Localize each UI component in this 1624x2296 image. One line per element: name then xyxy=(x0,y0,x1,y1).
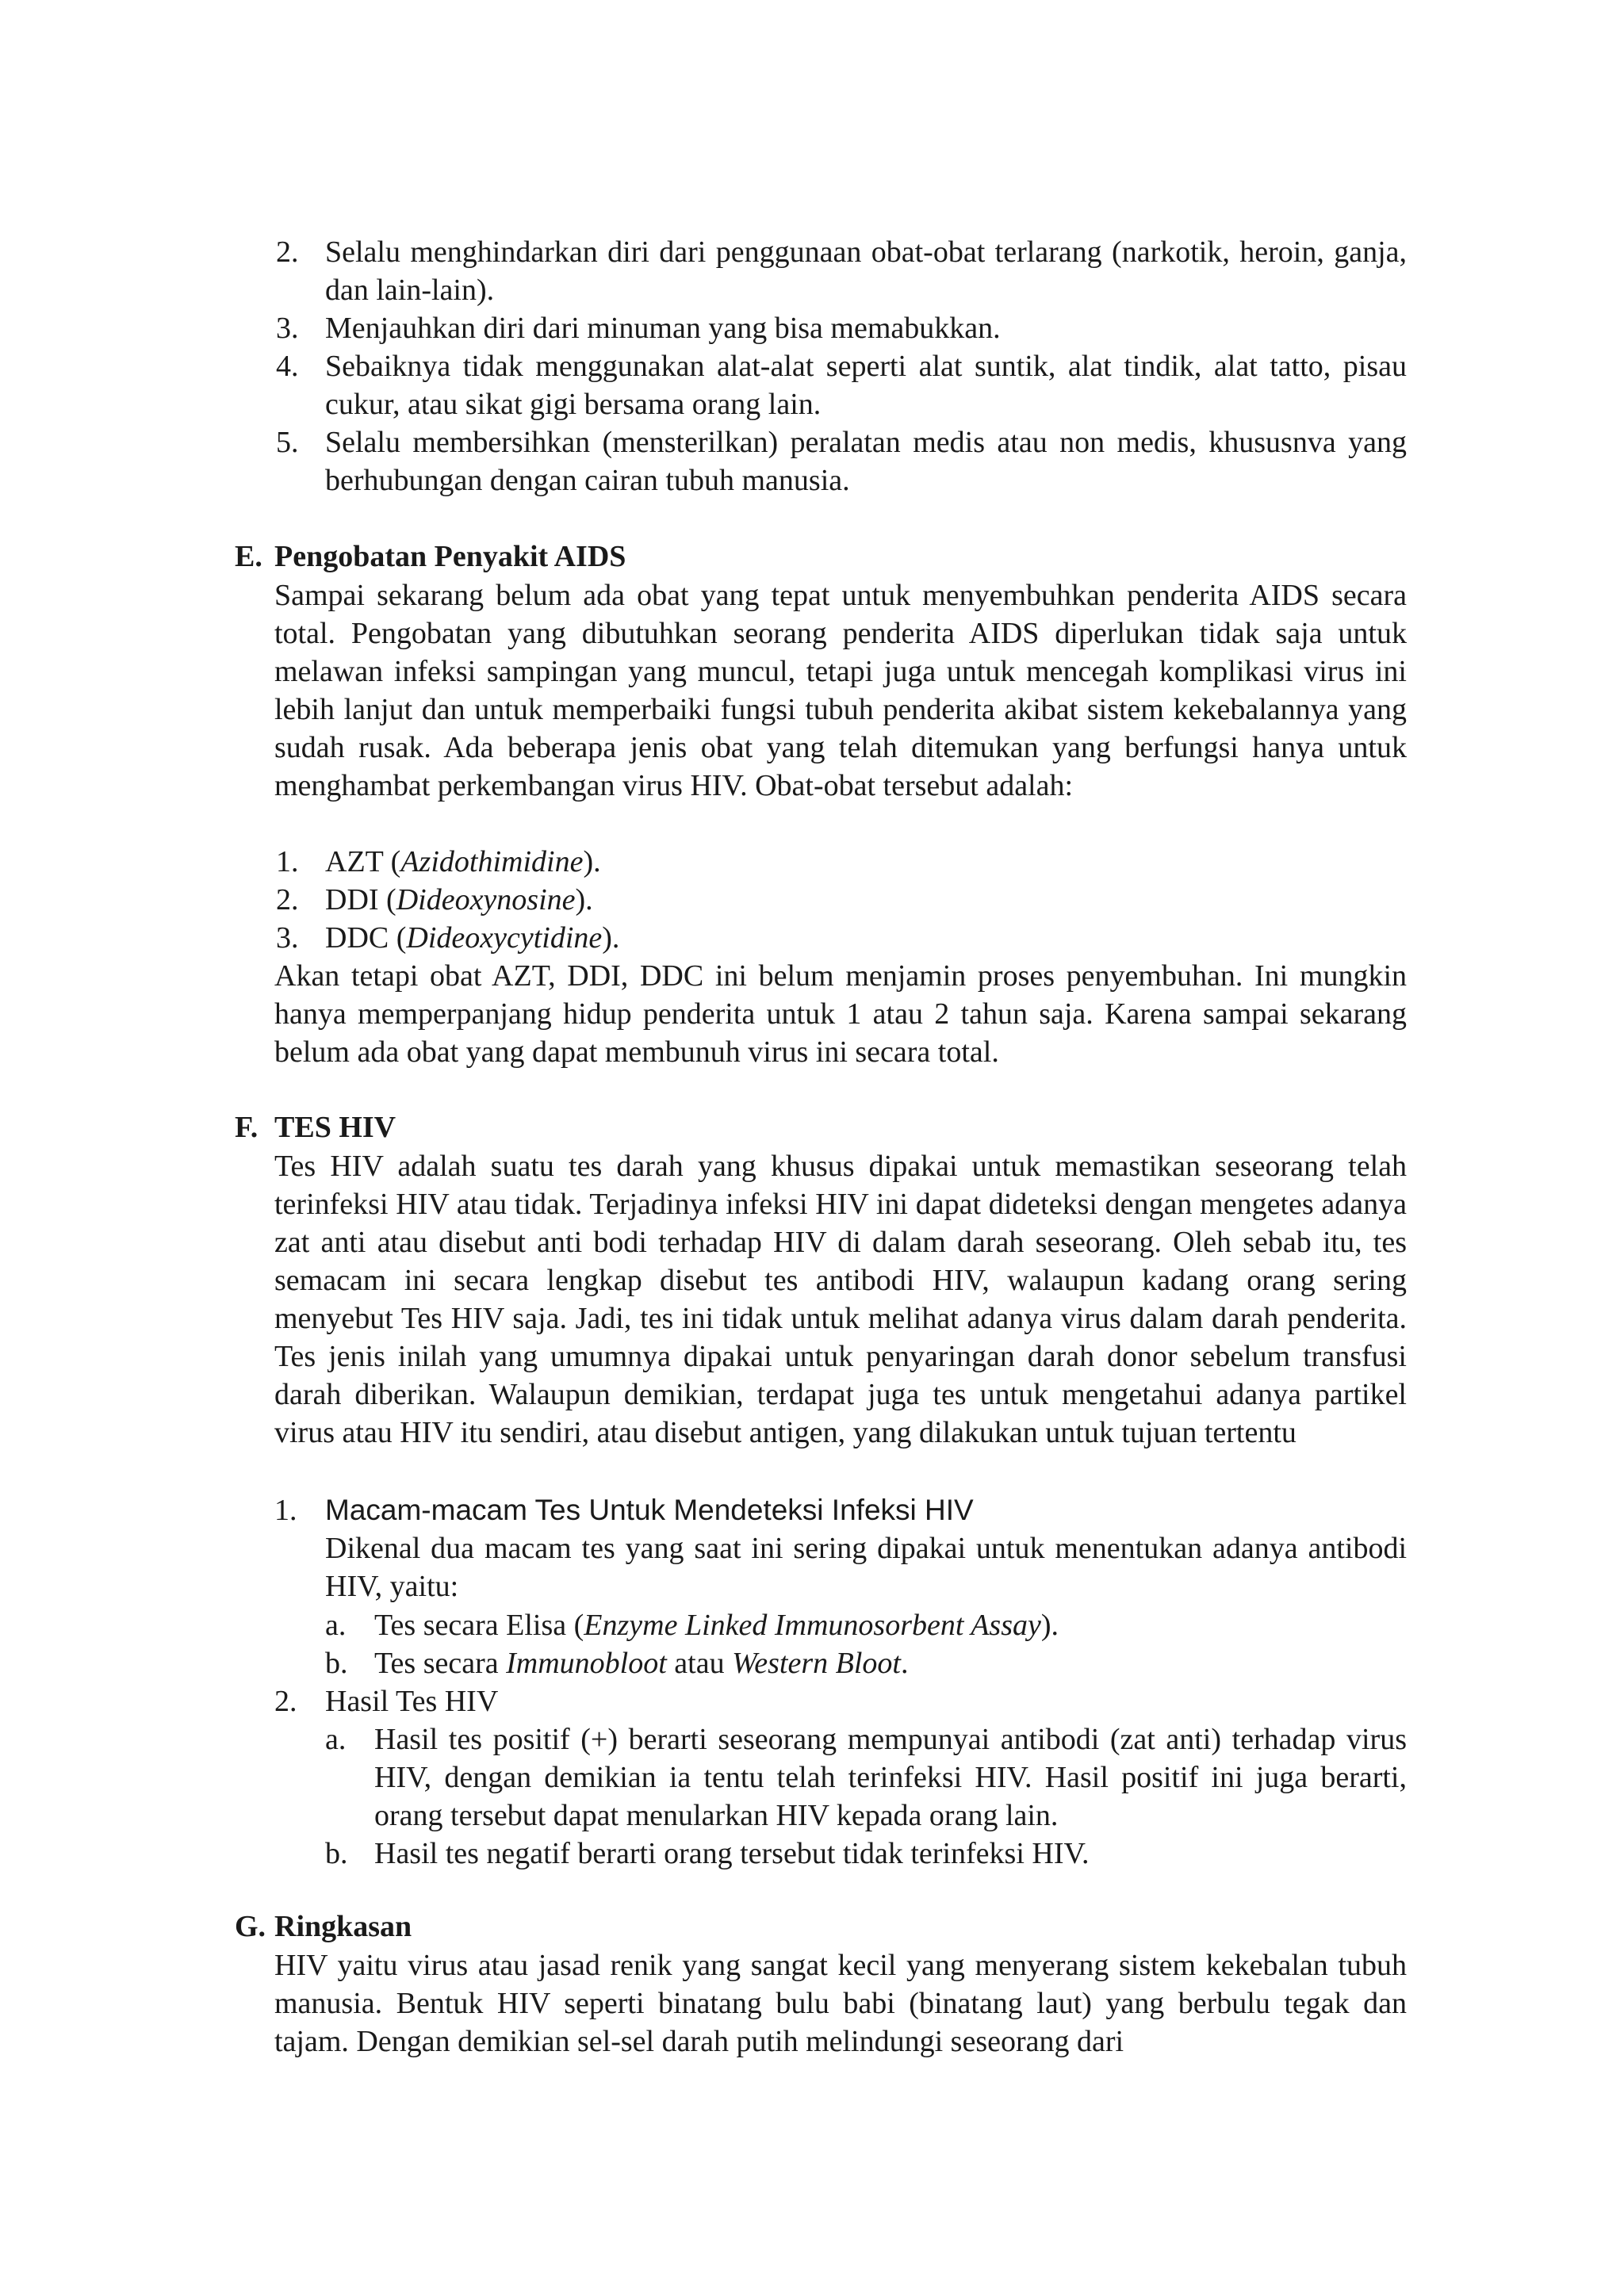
test-post: ). xyxy=(1040,1609,1059,1642)
list-number: 2. xyxy=(276,235,299,269)
list-item xyxy=(276,233,1407,309)
list-text: Selalu membersihkan (mensterilkan) peralatan medis atau non medis, khususnva yang berhubungan dengan cairan tubuh manusia. xyxy=(325,426,1407,497)
list-letter: b. xyxy=(325,1647,348,1680)
test-type-text xyxy=(374,1644,908,1682)
list-number: 2. xyxy=(276,883,299,916)
section-title: Pengobatan Penyakit AIDS xyxy=(274,540,626,573)
list-number: 2. xyxy=(274,1685,297,1718)
list-number: 4. xyxy=(276,350,299,383)
section-letter: F. xyxy=(235,1111,259,1144)
list-number: 3. xyxy=(276,312,299,345)
list-number: 5. xyxy=(276,426,299,459)
list-text: Selalu menghindarkan diri dari penggunaan obat-obat terlarang (narkotik, heroin, ganja, dan lain-lain). xyxy=(325,235,1407,307)
result-text: Hasil tes negatif berarti orang tersebut tidak terinfeksi HIV. xyxy=(374,1837,1090,1870)
section-heading-g xyxy=(235,1908,412,1946)
subsection-title: Macam-macam Tes Untuk Mendeteksi Infeksi HIV xyxy=(325,1494,974,1526)
list-item xyxy=(276,423,1407,499)
drug-abbr: AZT ( xyxy=(325,845,401,878)
list-number: 1. xyxy=(276,845,299,878)
drug-abbr: DDC ( xyxy=(325,921,407,955)
test-mid: atau xyxy=(666,1647,733,1680)
section-heading-e xyxy=(235,538,626,576)
result-text: Hasil tes positif (+) berarti seseorang mempunyai antibodi (zat anti) terhadap virus HIV, dengan demikian ia tentu telah terinfeksi HIV. Hasil positif ini juga berarti, orang tersebut dapat menularkan HIV kepada orang lain. xyxy=(374,1723,1407,1832)
list-text: Sebaiknya tidak menggunakan alat-alat seperti alat suntik, alat tindik, alat tatto, pisau cukur, atau sikat gigi bersama orang lain. xyxy=(325,350,1407,421)
drug-name: Dideoxycytidine xyxy=(406,921,603,955)
list-item xyxy=(276,843,1407,881)
list-text: Menjauhkan diri dari minuman yang bisa memabukkan. xyxy=(325,312,1001,345)
test-name: Enzyme Linked Immunosorbent Assay xyxy=(584,1609,1041,1642)
section-e-closing: Akan tetapi obat AZT, DDI, DDC ini belum menjamin proses penyembuhan. Ini mungkin hanya memperpanjang hidup penderita untuk 1 atau 2 tahun saja. Karena sampai sekarang belum ada obat yang dapat membunuh virus ini secara total. xyxy=(274,959,1407,1069)
section-title: Ringkasan xyxy=(274,1910,412,1943)
subsection-title: Hasil Tes HIV xyxy=(325,1685,499,1718)
list-number: 3. xyxy=(276,921,299,955)
drug-end: ). xyxy=(575,883,593,916)
drug-end: ). xyxy=(583,845,601,878)
section-title: TES HIV xyxy=(274,1111,396,1144)
list-item xyxy=(276,881,1407,919)
list-item xyxy=(276,919,1407,957)
section-letter: E. xyxy=(235,540,262,573)
drug-end: ). xyxy=(602,921,620,955)
drug-list xyxy=(276,843,1407,957)
test-post: . xyxy=(900,1647,909,1680)
drug-name: Dideoxynosine xyxy=(396,883,576,916)
section-letter: G. xyxy=(235,1910,266,1943)
list-number: 1. xyxy=(274,1494,297,1527)
subsection-1-desc: Dikenal dua macam tes yang saat ini sering dipakai untuk menentukan adanya antibodi HIV, yaitu: xyxy=(325,1532,1407,1603)
drug-name: Azidothimidine xyxy=(400,845,584,878)
section-g-text: HIV yaitu virus atau jasad renik yang sangat kecil yang menyerang sistem kekebalan tubuh manusia. Bentuk HIV seperti binatang bulu babi (binatang laut) yang berbulu tegak dan tajam. Dengan demikian sel-sel darah putih melindungi seseorang dari xyxy=(274,1949,1407,2058)
drug-abbr: DDI ( xyxy=(325,883,396,916)
list-letter: b. xyxy=(325,1837,348,1870)
test-type-text xyxy=(374,1606,1059,1644)
list-letter: a. xyxy=(325,1609,347,1642)
section-e-intro: Sampai sekarang belum ada obat yang tepat untuk menyembuhkan penderita AIDS secara total. Pengobatan yang dibutuhkan seorang penderita AIDS diperlukan tidak saja untuk melawan infeksi sampingan yang muncul, tetapi juga untuk mencegah komplikasi virus ini lebih lanjut dan untuk memperbaiki fungsi tubuh penderita akibat sistem kekebalannya yang sudah rusak. Ada beberapa jenis obat yang telah ditemukan yang berfungsi hanya untuk menghambat perkembangan virus HIV. Obat-obat tersebut adalah: xyxy=(274,579,1407,802)
test-name: Western Bloot xyxy=(732,1647,901,1680)
section-f-intro: Tes HIV adalah suatu tes darah yang khusus dipakai untuk memastikan seseorang telah terinfeksi HIV atau tidak. Terjadinya infeksi HIV ini dapat dideteksi dengan mengetes adanya zat anti atau disebut anti bodi terhadap HIV di dalam darah seseorang. Oleh sebab itu, tes semacam ini secara lengkap disebut tes antibodi HIV, walaupun kadang orang sering menyebut Tes HIV saja. Jadi, tes ini tidak untuk melihat adanya virus dalam darah penderita. Tes jenis inilah yang umumnya dipakai untuk penyaringan darah donor sebelum transfusi darah diberikan. Walaupun demikian, terdapat juga tes untuk mengetahui adanya partikel virus atau HIV itu sendiri, atau disebut antigen, yang dilakukan untuk tujuan tertentu xyxy=(274,1150,1407,1449)
list-item xyxy=(276,309,1407,347)
prevention-list xyxy=(276,233,1407,499)
test-name: Immunobloot xyxy=(506,1647,667,1680)
test-pre: Tes secara Elisa ( xyxy=(374,1609,584,1642)
test-pre: Tes secara xyxy=(374,1647,507,1680)
list-item xyxy=(276,347,1407,423)
section-heading-f xyxy=(235,1108,396,1146)
list-letter: a. xyxy=(325,1723,347,1756)
